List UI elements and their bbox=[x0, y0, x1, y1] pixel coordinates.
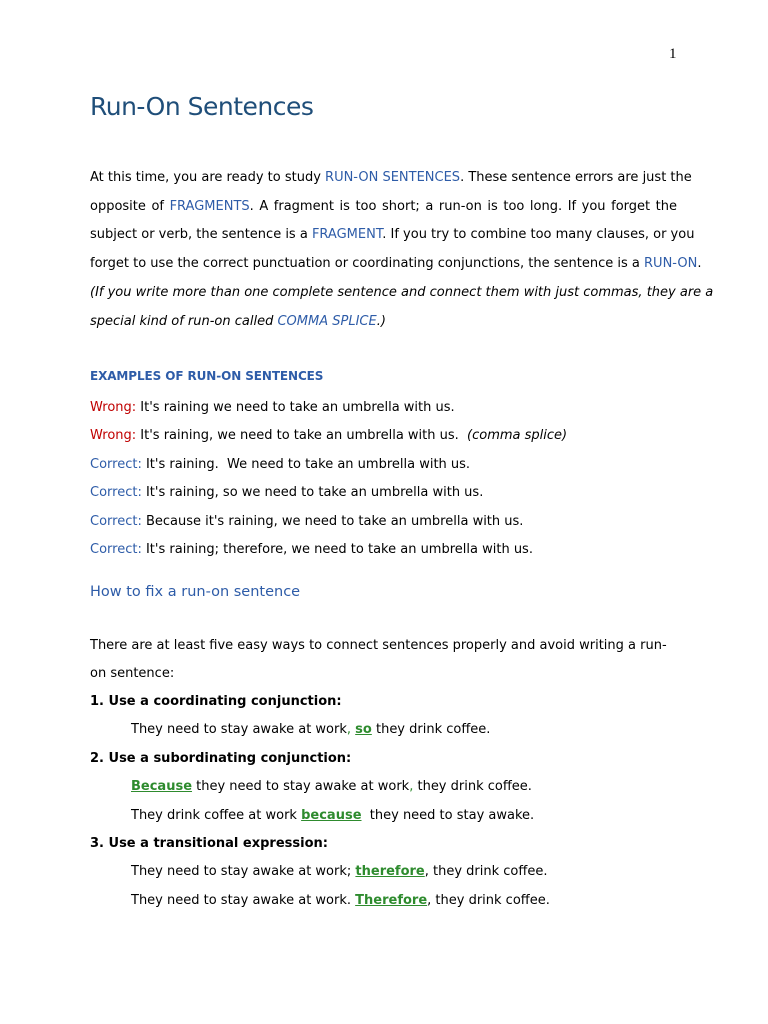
keyword-term: RUN-ON bbox=[644, 256, 698, 272]
fix-intro-paragraph: There are at least five easy ways to connect sentences properly and avoid writing a run-on sentence: bbox=[90, 638, 667, 682]
methods-list bbox=[90, 688, 550, 915]
correct-label: Correct: bbox=[90, 542, 142, 558]
highlighted-connector: Because bbox=[131, 779, 193, 795]
text-run: They need to stay awake at work. bbox=[131, 892, 356, 908]
example-item bbox=[90, 479, 567, 507]
intro-line bbox=[90, 193, 677, 222]
italic-text: .) bbox=[376, 313, 386, 329]
text-run: opposite of bbox=[90, 198, 170, 214]
example-sentence: It's raining. We need to take an umbrella with us. bbox=[141, 456, 471, 472]
text-run: . bbox=[697, 256, 702, 272]
fix-heading: How to fix a run-on sentence bbox=[90, 584, 301, 600]
text-run: . These sentence errors are just the bbox=[460, 170, 692, 185]
text-run: They need to stay awake at work bbox=[131, 722, 347, 738]
example-sentence: It's raining, we need to take an umbrella with us. bbox=[136, 428, 468, 444]
correct-label: Correct: bbox=[90, 485, 142, 501]
example-note: (comma splice) bbox=[467, 428, 568, 444]
keyword-term: FRAGMENT bbox=[311, 227, 383, 243]
keyword-term: RUN-ON SENTENCES bbox=[325, 170, 461, 185]
text-run: they drink coffee. bbox=[413, 779, 532, 795]
text-run: They drink coffee at work bbox=[131, 807, 302, 823]
method-example bbox=[90, 887, 550, 915]
example-sentence: It's raining; therefore, we need to take an umbrella with us. bbox=[141, 542, 533, 558]
highlighted-punctuation: , bbox=[409, 779, 414, 795]
keyword-term: COMMA SPLICE bbox=[277, 313, 377, 329]
highlighted-connector: therefore bbox=[355, 864, 425, 880]
correct-label: Correct: bbox=[90, 456, 142, 472]
method-title: 1. Use a coordinating conjunction: bbox=[90, 694, 342, 709]
text-run: they drink coffee. bbox=[371, 722, 491, 738]
page-number: 1 bbox=[669, 46, 677, 62]
example-item bbox=[90, 422, 567, 450]
text-run: forget to use the correct punctuation or coordinating conjunctions, the sentence is a bbox=[90, 256, 645, 272]
example-sentence: Because it's raining, we need to take an umbrella with us. bbox=[141, 513, 524, 529]
text-run: they need to stay awake. bbox=[361, 807, 535, 823]
text-run: . A fragment is too short; a run-on is too long. If you forget the bbox=[249, 198, 678, 214]
italic-text: special kind of run-on called bbox=[90, 313, 278, 329]
method-example bbox=[90, 773, 550, 801]
text-run: . If you try to combine too many clauses, or you bbox=[382, 227, 695, 243]
intro-paragraph bbox=[90, 164, 714, 336]
wrong-label: Wrong: bbox=[90, 428, 137, 444]
example-sentence: It's raining, so we need to take an umbrella with us. bbox=[141, 485, 484, 501]
text-run: subject or verb, the sentence is a bbox=[90, 227, 312, 243]
text-run: At this time, you are ready to study bbox=[90, 170, 326, 185]
example-item bbox=[90, 508, 567, 536]
example-item bbox=[90, 394, 567, 422]
text-run: , they drink coffee. bbox=[424, 864, 548, 880]
highlighted-connector: because bbox=[301, 807, 362, 823]
examples-list bbox=[90, 394, 567, 564]
intro-line bbox=[90, 250, 702, 279]
intro-line bbox=[90, 164, 692, 193]
highlighted-connector: Therefore bbox=[355, 892, 428, 908]
text-run: They need to stay awake at work; bbox=[131, 864, 356, 880]
method-title: 2. Use a subordinating conjunction: bbox=[90, 750, 352, 766]
example-sentence: It's raining we need to take an umbrella with us. bbox=[136, 400, 455, 415]
text-run: , they drink coffee. bbox=[427, 892, 550, 908]
intro-line bbox=[90, 221, 695, 250]
example-item bbox=[90, 536, 567, 564]
intro-line bbox=[90, 308, 677, 337]
method-example bbox=[90, 716, 550, 744]
examples-heading: EXAMPLES OF RUN-ON SENTENCES bbox=[90, 369, 324, 383]
example-item bbox=[90, 451, 567, 479]
correct-label: Correct: bbox=[90, 513, 142, 529]
page-title: Run-On Sentences bbox=[90, 92, 314, 121]
method-example bbox=[90, 858, 550, 886]
method-title: 3. Use a transitional expression: bbox=[90, 836, 328, 852]
italic-text: (If you write more than one complete sentence and connect them with just commas, they are a bbox=[90, 284, 714, 300]
highlighted-connector: so bbox=[355, 722, 372, 738]
intro-line bbox=[90, 279, 714, 308]
wrong-label: Wrong: bbox=[90, 400, 137, 415]
highlighted-punctuation: , bbox=[346, 722, 352, 738]
keyword-term: FRAGMENTS bbox=[169, 198, 250, 214]
text-run: they need to stay awake at work bbox=[192, 779, 410, 795]
method-example bbox=[90, 802, 550, 830]
